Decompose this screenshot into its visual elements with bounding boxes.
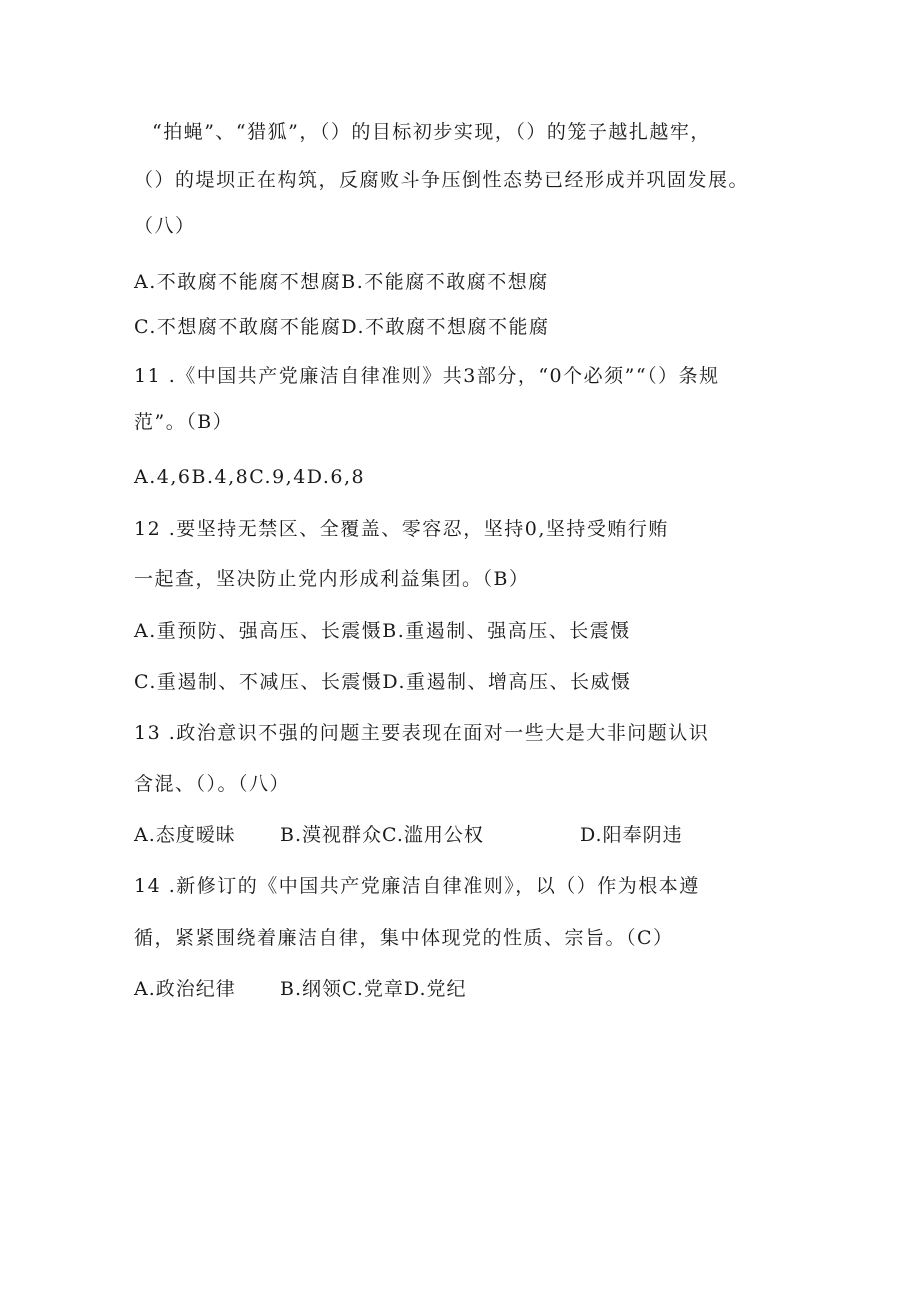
- q12-text-line-1: 12 .要坚持无禁区、全覆盖、零容忍，坚持0,坚持受贿行贿: [134, 518, 669, 540]
- q13-option-a: A.态度暧昧: [134, 824, 236, 846]
- q13-option-d: D.阳奉阴违: [580, 824, 683, 846]
- q12-options-line-2: C.重遏制、不减压、长震慑D.重遏制、增高压、长威慑: [134, 671, 632, 693]
- q14-option-a: A.政治纪律: [134, 978, 236, 1000]
- q10-text-line-1: “拍蝇”、“猎狐”，（）的目标初步实现，（）的笼子越扎越牢，: [152, 121, 711, 143]
- q14-options: [134, 977, 467, 1073]
- q12-text-line-2: 一起查，坚决防止党内形成利益集团。（B）: [134, 568, 530, 590]
- q14-text-line-2: 循，紧紧围绕着廉洁自律，集中体现党的性质、宗旨。（C）: [134, 927, 674, 949]
- q11-options: A.4,6B.4,8C.9,4D.6,8: [134, 466, 366, 488]
- q10-answer: （八）: [134, 215, 196, 237]
- q11-text-line-1: 11 .《中国共产党廉洁自律准则》共3部分，“0个必须”“（）条规: [134, 365, 720, 387]
- q14-text-line-1: 14 .新修订的《中国共产党廉洁自律准则》，以（）作为根本遵: [134, 875, 700, 897]
- q14-option-bcd: B.纲领C.党章D.党纪: [280, 978, 467, 1000]
- q10-options-line-2: C.不想腐不敢腐不能腐D.不敢腐不想腐不能腐: [134, 316, 550, 338]
- q13-text-line-1: 13 .政治意识不强的问题主要表现在面对一些大是大非问题认识: [134, 722, 710, 744]
- q10-text-line-2: （）的堤坝正在构筑，反腐败斗争压倒性态势已经形成并巩固发展。: [134, 169, 750, 191]
- q10-options-line-1: A.不敢腐不能腐不想腐B.不能腐不敢腐不想腐: [134, 271, 549, 293]
- q13-text-line-2: 含混、（）。（八）: [134, 773, 291, 795]
- q11-text-line-2: 范”。（B）: [134, 411, 234, 433]
- q12-options-line-1: A.重预防、强高压、长震慑B.重遏制、强高压、长震慑: [134, 620, 631, 642]
- q13-option-bc: B.漠视群众C.滥用公权: [280, 824, 484, 846]
